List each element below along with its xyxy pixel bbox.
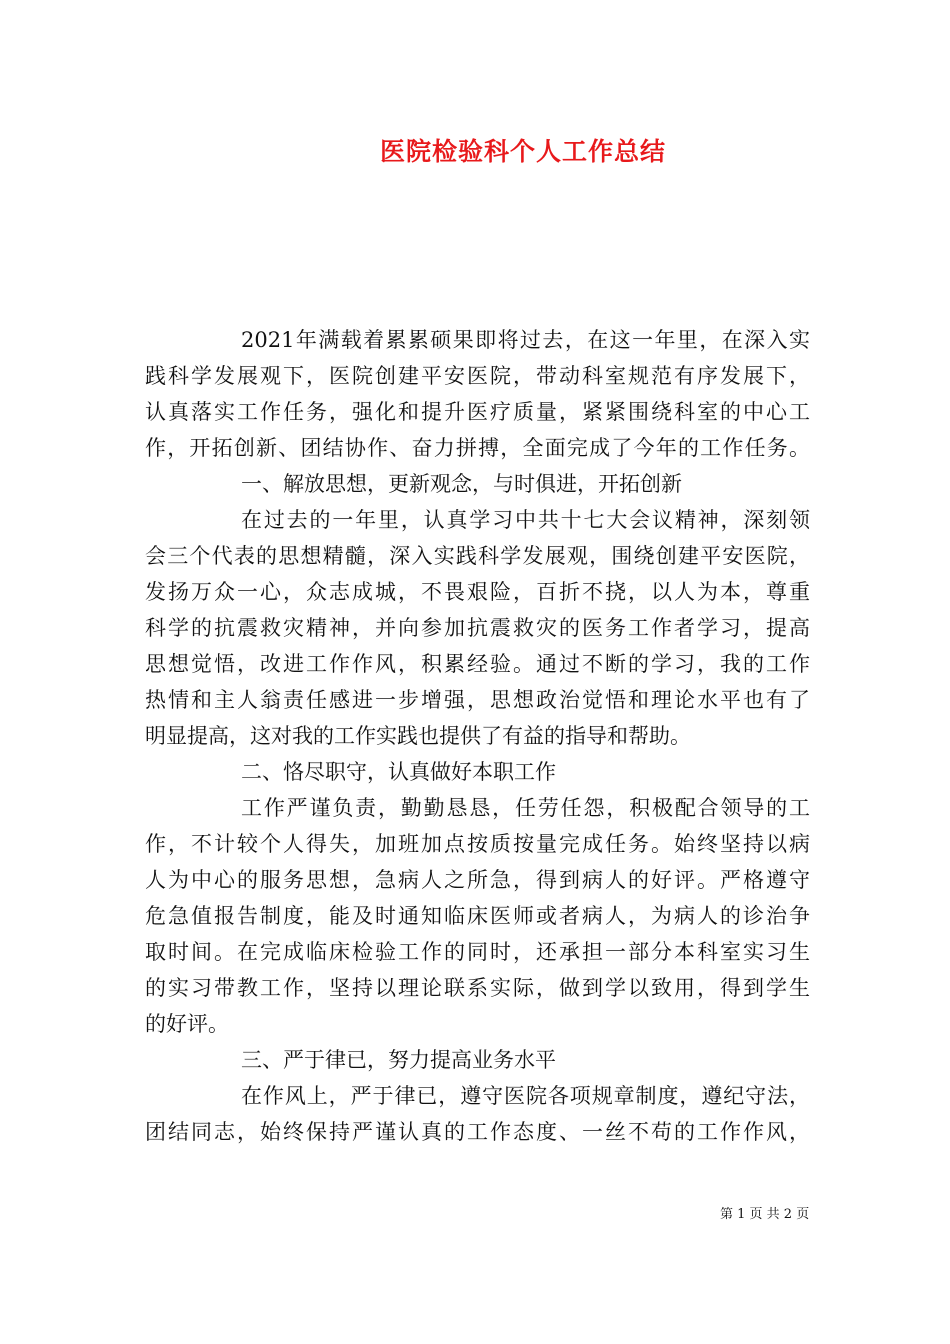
paragraph-line: 工作严谨负责，勤勤恳恳，任劳任怨，积极配合领导的工 bbox=[241, 796, 810, 820]
document-title: 医院检验科个人工作总结 bbox=[380, 137, 667, 166]
section-heading: 三、严于律已，努力提高业务水平 bbox=[241, 1048, 556, 1072]
paragraph-line: 明显提高，这对我的工作实践也提供了有益的指导和帮助。 bbox=[145, 724, 691, 748]
paragraph-line: 发扬万众一心，众志成城，不畏艰险，百折不挠，以人为本，尊重 bbox=[145, 580, 810, 604]
paragraph-line: 的实习带教工作，坚持以理论联系实际，做到学以致用，得到学生 bbox=[145, 976, 810, 1000]
paragraph-line: 科学的抗震救灾精神，并向参加抗震救灾的医务工作者学习，提高 bbox=[145, 616, 810, 640]
paragraph-line: 在作风上，严于律已，遵守医院各项规章制度，遵纪守法， bbox=[241, 1084, 810, 1108]
document-body bbox=[145, 322, 810, 1150]
paragraph-line: 的好评。 bbox=[145, 1012, 229, 1036]
paragraph-line: 2021年满载着累累硕果即将过去，在这一年里，在深入实 bbox=[241, 328, 810, 352]
paragraph-line: 作，不计较个人得失，加班加点按质按量完成任务。始终坚持以病 bbox=[145, 832, 810, 856]
paragraph-line: 认真落实工作任务，强化和提升医疗质量，紧紧围绕科室的中心工 bbox=[145, 400, 810, 424]
paragraph-line: 取时间。在完成临床检验工作的同时，还承担一部分本科室实习生 bbox=[145, 940, 810, 964]
paragraph-line: 人为中心的服务思想，急病人之所急，得到病人的好评。严格遵守 bbox=[145, 868, 810, 892]
paragraph-line: 会三个代表的思想精髓，深入实践科学发展观，围绕创建平安医院， bbox=[145, 544, 810, 568]
paragraph-line: 危急值报告制度，能及时通知临床医师或者病人，为病人的诊治争 bbox=[145, 904, 810, 928]
paragraph-line: 践科学发展观下，医院创建平安医院，带动科室规范有序发展下， bbox=[145, 364, 810, 388]
page-number-footer: 第 1 页 共 2 页 bbox=[720, 1207, 810, 1222]
section-heading: 一、解放思想，更新观念，与时俱进，开拓创新 bbox=[241, 472, 682, 496]
paragraph-line: 在过去的一年里，认真学习中共十七大会议精神，深刻领 bbox=[241, 508, 810, 532]
paragraph-line: 团结同志，始终保持严谨认真的工作态度、一丝不苟的工作作风， bbox=[145, 1120, 810, 1144]
paragraph-line: 热情和主人翁责任感进一步增强，思想政治觉悟和理论水平也有了 bbox=[145, 688, 810, 712]
paragraph-line: 思想觉悟，改进工作作风，积累经验。通过不断的学习，我的工作 bbox=[145, 652, 810, 676]
section-heading: 二、恪尽职守，认真做好本职工作 bbox=[241, 760, 556, 784]
paragraph-line: 作，开拓创新、团结协作、奋力拼搏，全面完成了今年的工作任务。 bbox=[145, 436, 810, 460]
